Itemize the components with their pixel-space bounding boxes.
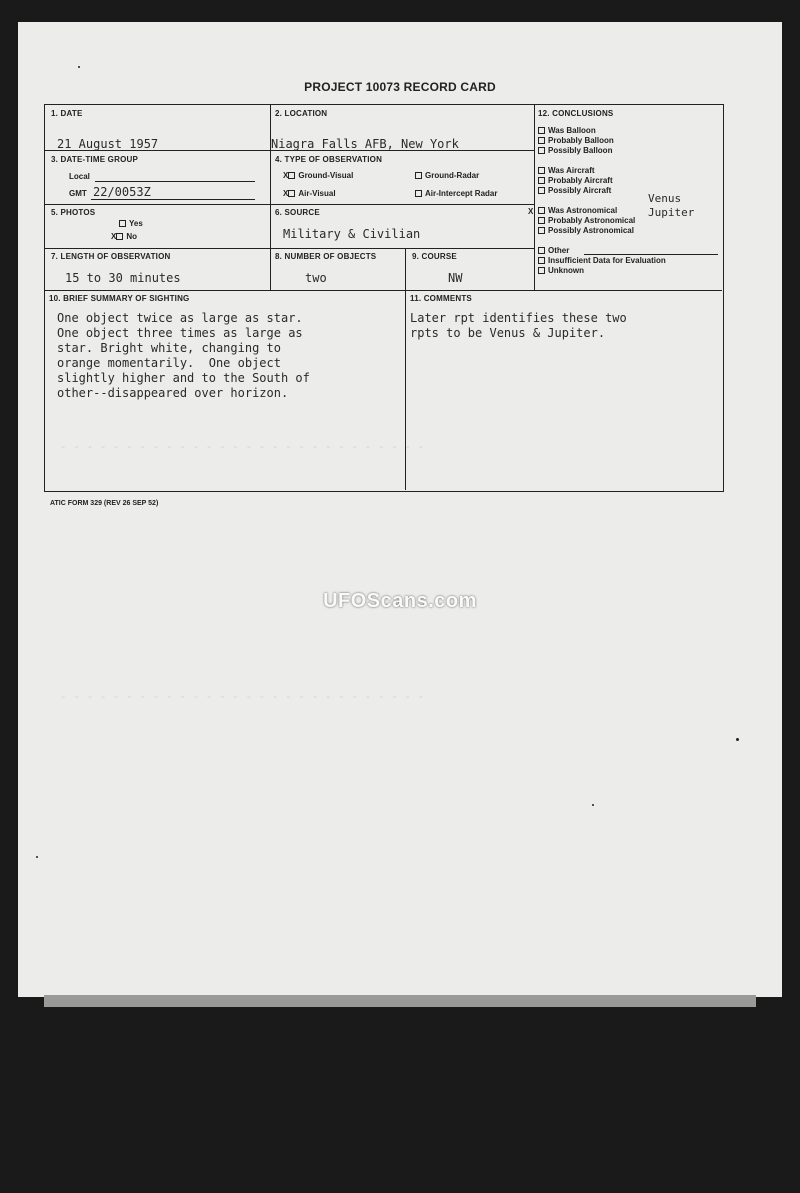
checkbox-icon — [538, 267, 545, 274]
checkbox-icon — [119, 220, 126, 227]
dust-speck — [736, 738, 739, 741]
watermark: UFOScans.com — [323, 590, 477, 612]
checkbox-icon — [116, 233, 123, 240]
ground-visual-mark: X — [283, 171, 289, 180]
location-value: Niagra Falls AFB, New York — [271, 137, 459, 151]
photos-yes-option: Yes — [119, 219, 143, 228]
date-time-group-label: 3. DATE-TIME GROUP — [51, 155, 139, 164]
typed-jupiter: Jupiter — [648, 206, 695, 219]
conclusion-other: Other — [538, 246, 569, 255]
conclusion-possibly-aircraft: Possibly Aircraft — [538, 186, 611, 195]
number-of-objects-label: 8. NUMBER OF OBJECTS — [275, 252, 377, 261]
summary-line: star. Bright white, changing to — [57, 341, 281, 355]
checkbox-icon — [288, 172, 295, 179]
conclusions-label: 12. CONCLUSIONS — [538, 109, 614, 118]
dust-speck — [36, 856, 38, 858]
checkbox-icon — [538, 137, 545, 144]
source-cell — [271, 205, 535, 249]
checkbox-icon — [288, 190, 295, 197]
gmt-line — [91, 199, 255, 200]
gmt-label: GMT — [69, 189, 87, 198]
other-line — [584, 254, 718, 255]
card-title: PROJECT 10073 RECORD CARD — [304, 80, 496, 94]
checkbox-icon — [538, 177, 545, 184]
form-id: ATIC FORM 329 (REV 26 SEP 52) — [50, 500, 159, 507]
comments-line: Later rpt identifies these two — [410, 311, 627, 325]
length-label: 7. LENGTH OF OBSERVATION — [51, 252, 171, 261]
astronomical-mark: X — [528, 207, 534, 216]
photos-cell — [45, 205, 271, 249]
checkbox-icon — [538, 187, 545, 194]
record-card — [44, 104, 724, 492]
date-value: 21 August 1957 — [57, 137, 159, 151]
checkbox-icon — [538, 207, 545, 214]
course-cell — [406, 249, 535, 291]
conclusion-was-astronomical: Was Astronomical — [538, 206, 617, 215]
conclusion-probably-balloon: Probably Balloon — [538, 136, 614, 145]
checkbox-icon — [538, 257, 545, 264]
checkbox-icon — [538, 217, 545, 224]
comments-label: 11. COMMENTS — [410, 294, 472, 303]
ground-visual-option: X Ground-Visual — [283, 171, 354, 180]
conclusion-unknown: Unknown — [538, 266, 584, 275]
source-value: Military & Civilian — [283, 227, 421, 241]
date-cell — [45, 105, 271, 151]
local-line — [95, 181, 255, 182]
dust-speck — [78, 66, 80, 68]
number-of-objects-cell — [271, 249, 406, 291]
summary-line: orange momentarily. One object — [57, 356, 281, 370]
location-cell — [271, 105, 535, 151]
checkbox-icon — [538, 167, 545, 174]
checkbox-icon — [538, 227, 545, 234]
conclusion-possibly-balloon: Possibly Balloon — [538, 146, 612, 155]
conclusion-probably-aircraft: Probably Aircraft — [538, 176, 613, 185]
checkbox-icon — [538, 147, 545, 154]
location-label: 2. LOCATION — [275, 109, 328, 118]
local-label: Local — [69, 172, 90, 181]
checkbox-icon — [538, 247, 545, 254]
gmt-value: 22/0053Z — [93, 185, 151, 199]
summary-line: One object twice as large as star. — [57, 311, 303, 325]
course-label: 9. COURSE — [412, 252, 457, 261]
photos-no-mark: X — [111, 232, 117, 241]
checkbox-icon — [415, 172, 422, 179]
comments-cell — [406, 291, 722, 490]
photos-label: 5. PHOTOS — [51, 208, 96, 217]
length-cell — [45, 249, 271, 291]
conclusion-probably-astronomical: Probably Astronomical — [538, 216, 635, 225]
summary-label: 10. BRIEF SUMMARY OF SIGHTING — [49, 294, 190, 303]
conclusion-was-aircraft: Was Aircraft — [538, 166, 595, 175]
air-intercept-radar-option: Air-Intercept Radar — [415, 189, 497, 198]
typed-venus: Venus — [648, 192, 682, 205]
source-label: 6. SOURCE — [275, 208, 320, 217]
checkbox-icon — [538, 127, 545, 134]
show-through-text: - - - - - - - - - - - - - - - - - - - - - - - - - - - - — [60, 440, 425, 453]
summary-line: slightly higher and to the South of — [57, 371, 310, 385]
conclusion-was-balloon: Was Balloon — [538, 126, 596, 135]
summary-cell — [45, 291, 406, 490]
comments-line: rpts to be Venus & Jupiter. — [410, 326, 606, 340]
underlying-page-edge — [44, 995, 756, 1007]
type-of-observation-cell — [271, 151, 535, 205]
photos-no-option: X No — [111, 232, 138, 241]
air-visual-option: X Air-Visual — [283, 189, 336, 198]
course-value: NW — [448, 271, 463, 285]
dust-speck — [592, 804, 594, 806]
summary-line: other--disappeared over horizon. — [57, 386, 289, 400]
date-time-group-cell — [45, 151, 271, 205]
air-visual-mark: X — [283, 189, 289, 198]
checkbox-icon — [415, 190, 422, 197]
ground-radar-option: Ground-Radar — [415, 171, 479, 180]
show-through-text: - - - - - - - - - - - - - - - - - - - - - - - - - - - - — [60, 690, 425, 703]
conclusion-insufficient-data: Insufficient Data for Evaluation — [538, 256, 666, 265]
type-of-observation-label: 4. TYPE OF OBSERVATION — [275, 155, 383, 164]
date-label: 1. DATE — [51, 109, 83, 118]
number-of-objects-value: two — [305, 271, 327, 285]
conclusion-possibly-astronomical: Possibly Astronomical — [538, 226, 634, 235]
length-value: 15 to 30 minutes — [65, 271, 181, 285]
summary-line: One object three times as large as — [57, 326, 303, 340]
